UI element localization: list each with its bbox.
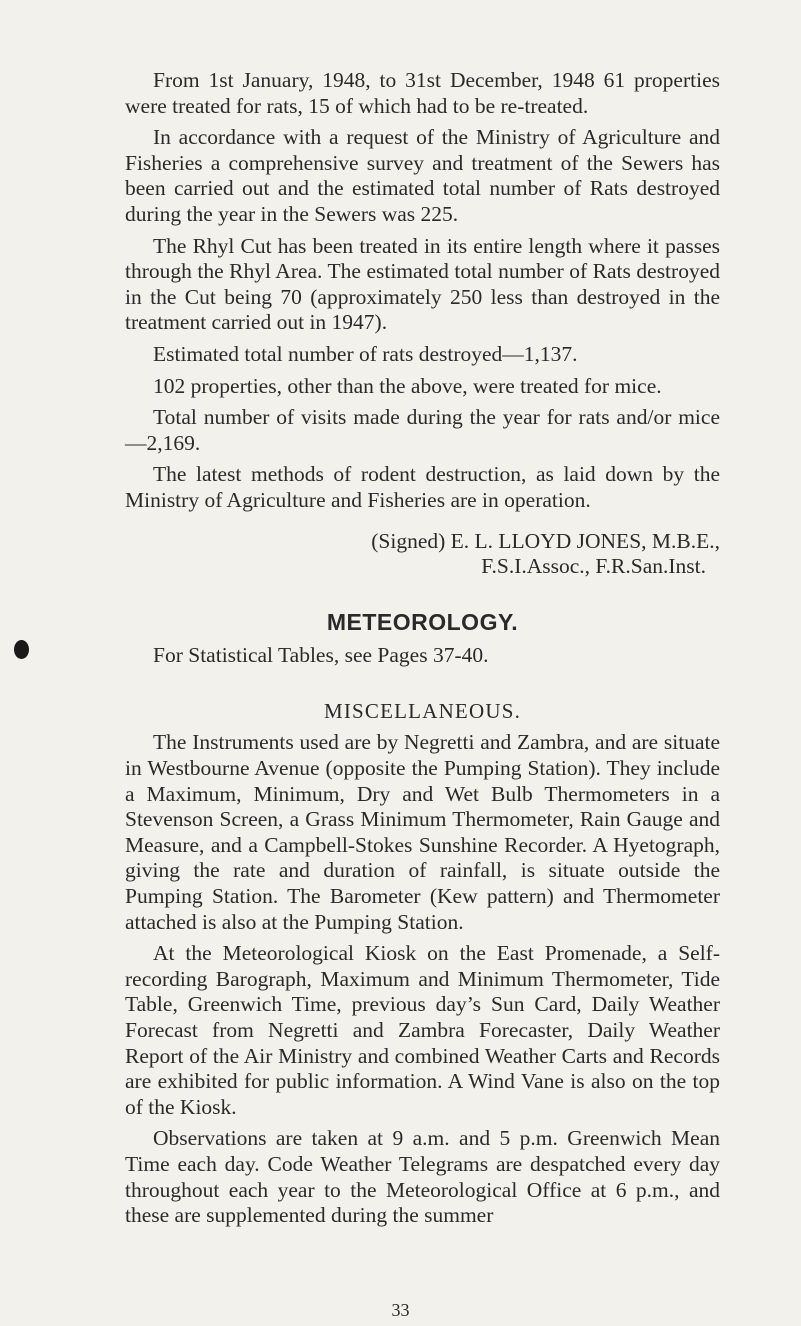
paragraph-rats-total: Estimated total number of rats destroyed—1,137. — [153, 341, 578, 366]
paragraph-mice-properties: 102 properties, other than the above, were treated for mice. — [153, 373, 662, 398]
paragraph-methods: The latest methods of rodent destruction, as laid down by the Ministry of Agriculture and Fisheries are in operation. — [125, 462, 720, 512]
miscellaneous-heading: MISCELLANEOUS. — [323, 698, 522, 723]
paragraph-sewers-survey: In accordance with a request of the Ministry of Agriculture and Fisheries a comprehensive survey and treatment of the Sewers has been carried out and the estimated total number of Rats destroyed during the year in the Sewers was 225. — [125, 125, 720, 226]
signature-block — [125, 529, 720, 580]
signature-line-qualifications: F.S.I.Assoc., F.R.San.Inst. — [481, 554, 706, 579]
punch-hole-mark — [14, 640, 29, 659]
meteorology-note: For Statistical Tables, see Pages 37-40. — [153, 643, 489, 668]
paragraph-observations: Observations are taken at 9 a.m. and 5 p.m. Greenwich Mean Time each day. Code Weather Telegrams are despatched every day throughout each year to the Meteorological Office at 6 p.m., and these are supplemented during the summer — [125, 1126, 720, 1228]
paragraph-instruments: The Instruments used are by Negretti and Zambra, and are situate in Westbourne Avenue (opposite the Pumping Station). They include a Maximum, Minimum, Dry and Wet Bulb Thermometers in a Stevenson Screen, a Grass Minimum Thermometer, Rain Gauge and Measure, and a Campbell-Stokes Sunshine Recorder. A Hyetograph, giving the rate and duration of rainfall, is situate outside the Pumping Station. The Barometer (Kew pattern) and Thermometer attached is also at the Pumping Station. — [125, 730, 720, 934]
body-text — [125, 68, 720, 1229]
paragraph-rhyl-cut: The Rhyl Cut has been treated in its entire length where it passes through the Rhyl Area. The estimated total number of Rats destroyed in the Cut being 70 (approximately 250 less than destroyed in the treatment carried out in 1947). — [125, 233, 720, 335]
meteorology-heading: METEOROLOGY. — [326, 608, 519, 635]
signature-line-name: (Signed) E. L. LLOYD JONES, M.B.E., — [371, 528, 720, 553]
paragraph-kiosk: At the Meteorological Kiosk on the East Promenade, a Self-recording Barograph, Maximum and Minimum Thermometer, Tide Table, Greenwich Time, previous day’s Sun Card, Daily Weather Forecast from Negretti and Zambra Forecaster, Daily Weather Report of the Air Ministry and combined Weather Carts and Records are exhibited for public information. A Wind Vane is also on the top of the Kiosk. — [125, 941, 720, 1119]
paragraph-rats-treated: From 1st January, 1948, to 31st December, 1948 61 properties were treated for rats, 15 of which had to be re-treated. — [125, 68, 720, 118]
page-number: 33 — [391, 1300, 410, 1320]
paragraph-visits-total: Total number of visits made during the year for rats and/or mice—2,169. — [125, 405, 720, 455]
